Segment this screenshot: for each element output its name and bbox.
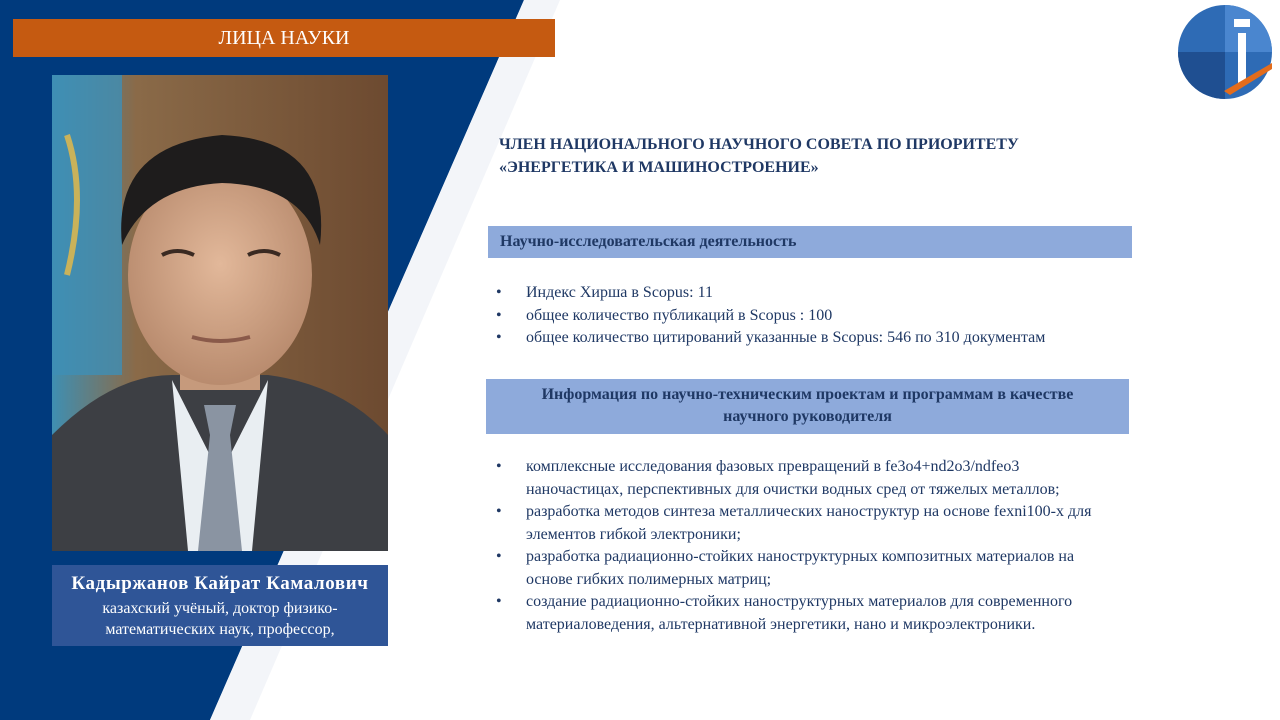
section-title-bar [13, 19, 555, 57]
person-name: Кадыржанов Кайрат Камалович [71, 573, 369, 594]
list-item: • общее количество публикаций в Scopus : 100 [496, 305, 1156, 328]
projects-section-title-line2: научного руководителя [723, 408, 892, 425]
projects-list [496, 456, 1116, 636]
research-list [496, 282, 1156, 350]
person-caption [52, 565, 388, 646]
council-heading [499, 133, 1179, 179]
logo-icon [1176, 3, 1274, 101]
list-item: • разработка радиационно-стойких наноструктурных композитных материалов на основе гибких полимерных матриц; [496, 546, 1116, 591]
list-item: • комплексные исследования фазовых превращений в fe3o4+nd2o3/ndfeo3 наночастицах, перспективных для очистки водных сред от тяжелых металлов; [496, 456, 1116, 501]
person-description-line2: математических наук, профессор, [105, 621, 335, 638]
council-heading-line1: ЧЛЕН НАЦИОНАЛЬНОГО НАУЧНОГО СОВЕТА ПО ПРИОРИТЕТУ [499, 136, 1019, 153]
projects-section-header [486, 379, 1129, 434]
research-section-title: Научно-исследовательская деятельность [500, 233, 797, 250]
council-heading-line2: «ЭНЕРГЕТИКА И МАШИНОСТРОЕНИЕ» [499, 159, 819, 176]
list-item: • создание радиационно-стойких наноструктурных материалов для современного материаловедения, альтернативной энергетики, нано и микроэлектроники. [496, 591, 1116, 636]
portrait-photo [52, 75, 388, 551]
list-item: • общее количество цитирований указанные в Scopus: 546 по 310 документам [496, 327, 1156, 350]
list-item: • разработка методов синтеза металлических наноструктур на основе fexni100-x для элементов гибкой электроники; [496, 501, 1116, 546]
person-description-line1: казахский учёный, доктор физико- [102, 600, 338, 617]
projects-section-title-line1: Информация по научно-техническим проектам и программам в качестве [541, 386, 1074, 403]
research-section-header [488, 226, 1132, 258]
section-title: ЛИЦА НАУКИ [218, 26, 350, 49]
list-item: • Индекс Хирша в Scopus: 11 [496, 282, 1156, 305]
